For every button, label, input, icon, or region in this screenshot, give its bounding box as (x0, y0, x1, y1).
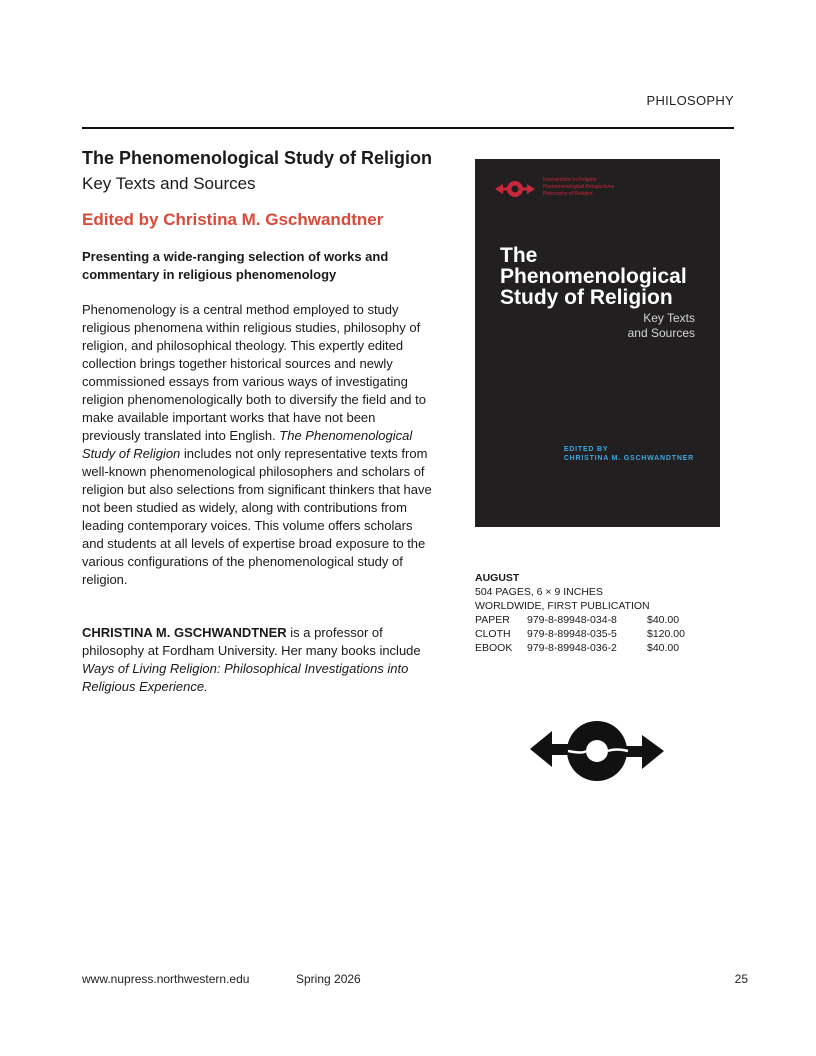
cover-series (543, 177, 614, 198)
bio-books: Ways of Living Religion: Philosophical Investigations into Religious Experience. (82, 661, 409, 694)
cover-series-line: Philosophy of Religion (543, 191, 593, 197)
book-tagline: Presenting a wide-ranging selection of works and commentary in religious phenomenology (82, 249, 389, 282)
footer-url[interactable]: www.nupress.northwestern.edu (82, 972, 250, 986)
double-arrow-circle-logo-icon (528, 718, 666, 784)
cover-edited-by: EDITED BY (563, 446, 609, 453)
format-price: $120.00 (647, 628, 685, 640)
format-row (475, 627, 685, 641)
header-rule (82, 127, 734, 129)
format-name: PAPER (475, 614, 510, 626)
book-cover (475, 159, 720, 527)
rights: WORLDWIDE, FIRST PUBLICATION (475, 600, 650, 612)
cover-title-line: The (500, 244, 538, 267)
bio-text: is a professor of philosophy at Fordham University. Her many books include (82, 625, 421, 658)
book-description (82, 301, 432, 589)
description-part-1: Phenomenology is a central method employed to study religious phenomena within religious studies, philosophy of religion, and philosophical theology. This expertly edited collection brings together historical sources and newly commissioned essays from various ways of investigating religion phenomenologically both to diversify the field and to make available important works that have not been previously translated into English. (82, 302, 426, 443)
cover-title-line: Study of Religion (500, 286, 673, 309)
author-bio (82, 624, 432, 696)
format-price: $40.00 (647, 642, 680, 654)
book-editor: Edited by Christina M. Gschwandtner (82, 210, 384, 229)
format-name: EBOOK (475, 642, 513, 654)
cover-series-line: Phenomenological Perspectives (543, 184, 615, 190)
format-isbn: 979-8-89948-034-8 (527, 614, 617, 626)
series-logo-icon (493, 179, 537, 199)
page-number: 25 (734, 972, 748, 986)
cover-title-line: Phenomenological (500, 265, 687, 288)
footer-season: Spring 2026 (296, 972, 361, 986)
cover-subtitle (628, 311, 695, 341)
book-title: The Phenomenological Study of Religion (82, 148, 433, 168)
format-isbn: 979-8-89948-035-5 (527, 628, 617, 640)
section-label: PHILOSOPHY (646, 93, 734, 108)
bio-name: CHRISTINA M. GSCHWANDTNER (82, 625, 287, 640)
cover-series-line: Interventions in Religion (543, 177, 597, 183)
description-title-italic: The Phenomenological Study of Religion (82, 428, 413, 461)
pub-month: AUGUST (475, 572, 520, 584)
format-row (475, 613, 685, 627)
page-count: 504 PAGES, 6 × 9 INCHES (475, 586, 603, 598)
book-info-column (82, 147, 432, 696)
cover-subtitle-line: Key Texts (643, 311, 695, 325)
format-name: CLOTH (475, 628, 511, 640)
format-row (475, 641, 685, 655)
format-isbn: 979-8-89948-036-2 (527, 642, 617, 654)
cover-editor (564, 445, 694, 463)
cover-subtitle-line: and Sources (627, 326, 695, 340)
cover-title (500, 245, 687, 308)
book-subtitle: Key Texts and Sources (82, 174, 256, 193)
cover-editor-name: CHRISTINA M. GSCHWANDTNER (563, 455, 694, 462)
book-specs (475, 571, 685, 655)
description-part-2: includes not only representative texts from well-known phenomenological philosophers and scholars of religion but also selections from significant thinkers that have not been studied as widely, along with contributions from leading contemporary voices. This volume offers scholars and students at all levels of expertise broad exposure to the various configurations of the phenomenological study of religion. (82, 446, 432, 587)
format-price: $40.00 (647, 614, 680, 626)
